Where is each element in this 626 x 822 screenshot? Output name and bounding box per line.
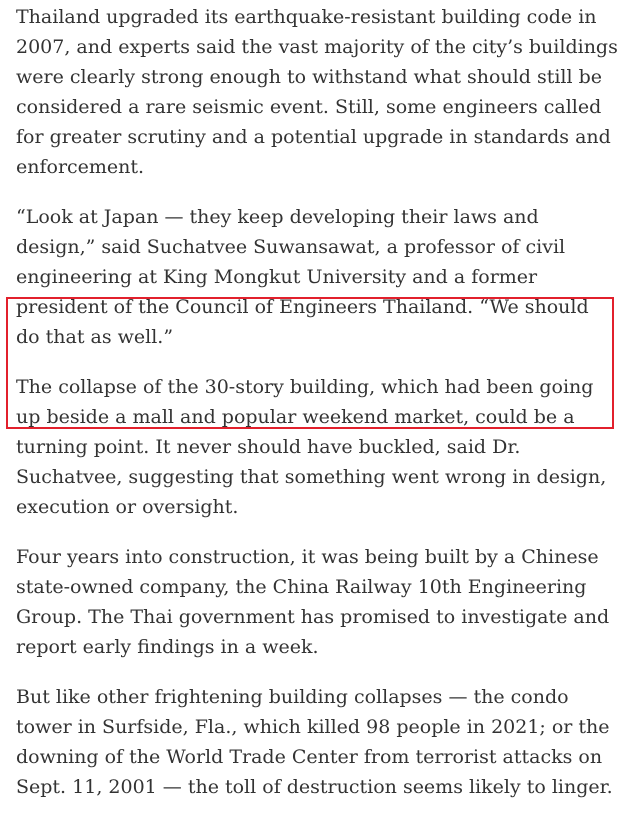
paragraph-building-code: Thailand upgraded its earthquake-resistant building code in 2007, and experts said the vast majority of the city’s buildings were clearly strong enough to withstand what should still be considered a rare seismic event. Still, some engineers called for greater scrutiny and a potential upgrade in standards and enforcement. [16,6,618,178]
paragraph-construction: Four years into construction, it was being built by a Chinese state-owned company, the China Railway 10th Engineering Group. The Thai government has promised to investigate and report early findings in a week. [16,546,610,658]
paragraph-other-collapses: But like other frightening building collapses — the condo tower in Surfside, Fla., which killed 98 people in 2021; or the downing of the World Trade Center from terrorist attacks on Sept. 11, 2001 — the toll of destruction seems likely to linger. [16,686,613,798]
paragraph-quote-japan: “Look at Japan — they keep developing their laws and design,” said Suchatvee Suwansawat, a professor of civil engineering at King Mongkut University and a former president of the Council of Engineers Thailand. “We should do that as well.” [16,206,589,348]
paragraph-collapse-highlighted: The collapse of the 30-story building, which had been going up beside a mall and popular weekend market, could be a turning point. It never should have buckled, said Dr. Suchatvee, suggesting that something went wrong in design, execution or oversight. [16,376,607,518]
article-body [16,2,618,822]
